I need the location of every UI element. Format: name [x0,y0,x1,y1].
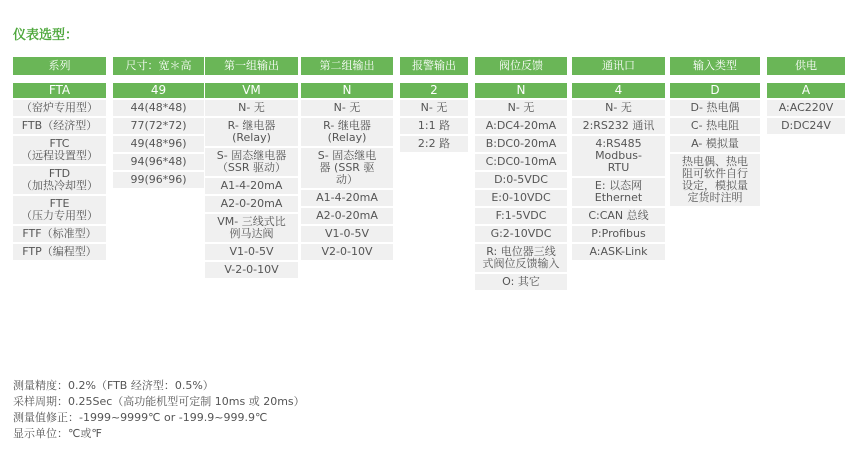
option-cell: A- 模拟量 [670,136,760,152]
column-code: N [301,83,393,98]
column-code: N [475,83,567,98]
page-title: 仪表选型： [13,28,79,43]
column-header: 报警输出 [400,57,468,75]
column-8 [767,57,845,134]
column-header: 供电 [767,57,845,75]
option-cell: FTF（标准型） [13,226,106,242]
column-header: 阀位反馈 [475,57,567,75]
option-cell: D:DC24V [767,118,845,134]
column-code: A [767,83,845,98]
option-cell: 99(96*96) [113,172,204,188]
option-cell: V-2-0-10V [205,262,298,278]
column-code: 49 [113,83,204,98]
option-cell: C- 热电阻 [670,118,760,134]
option-cell: S- 固态继电 器 (SSR 驱 动） [301,148,393,188]
column-header: 系列 [13,57,106,75]
option-cell: G:2-10VDC [475,226,567,242]
option-cell: D:0-5VDC [475,172,567,188]
column-2 [205,57,298,278]
column-header: 通讯口 [572,57,665,75]
column-code: D [670,83,760,98]
option-cell: FTP（编程型） [13,244,106,260]
option-cell: V2-0-10V [301,244,393,260]
option-cell: N- 无 [301,100,393,116]
option-cell: 热电偶、热电 阻可软件自行 设定，模拟量 定货时注明 [670,154,760,206]
option-cell: A:DC4-20mA [475,118,567,134]
column-1 [113,57,204,188]
column-code: VM [205,83,298,98]
column-5 [475,57,567,290]
option-cell: R- 继电器 (Relay) [205,118,298,146]
column-header: 第一组输出 [205,57,298,75]
option-cell: O: 其它 [475,274,567,290]
option-cell: 77(72*72) [113,118,204,134]
column-6 [572,57,665,260]
note-accuracy: 测量精度：0.2%（FTB 经济型：0.5%） [13,379,214,392]
option-cell: C:DC0-10mA [475,154,567,170]
option-cell: FTC （远程设置型） [13,136,106,164]
option-cell: C:CAN 总线 [572,208,665,224]
note-unit: 显示单位：℃或℉ [13,427,102,440]
column-header: 输入类型 [670,57,760,75]
option-cell: B:DC0-20mA [475,136,567,152]
notes [13,378,305,442]
option-cell: FTD （加热冷却型） [13,166,106,194]
column-code: FTA [13,83,106,98]
option-cell: 94(96*48) [113,154,204,170]
option-cell: （窑炉专用型） [13,100,106,116]
note-sampling: 采样周期：0.25Sec（高功能机型可定制 10ms 或 20ms） [13,395,305,408]
option-cell: N- 无 [205,100,298,116]
option-cell: R: 电位器三线 式阀位反馈输入 [475,244,567,272]
option-cell: 4:RS485 Modbus- RTU [572,136,665,176]
option-cell: A2-0-20mA [301,208,393,224]
column-code: 2 [400,83,468,98]
option-cell: A:AC220V [767,100,845,116]
option-cell: P:Profibus [572,226,665,242]
option-cell: FTE （压力专用型） [13,196,106,224]
option-cell: 2:RS232 通讯 [572,118,665,134]
option-cell: VM- 三线式比 例马达阀 [205,214,298,242]
column-header: 第二组输出 [301,57,393,75]
option-cell: A:ASK-Link [572,244,665,260]
option-cell: N- 无 [475,100,567,116]
option-cell: A1-4-20mA [301,190,393,206]
option-cell: S- 固态继电器 （SSR 驱动） [205,148,298,176]
option-cell: E:0-10VDC [475,190,567,206]
option-cell: 44(48*48) [113,100,204,116]
option-cell: E: 以态网 Ethernet [572,178,665,206]
option-cell: R- 继电器 (Relay) [301,118,393,146]
option-cell: D- 热电偶 [670,100,760,116]
option-cell: A1-4-20mA [205,178,298,194]
option-cell: FTB（经济型） [13,118,106,134]
option-cell: 2:2 路 [400,136,468,152]
column-0 [13,57,106,260]
option-cell: 49(48*96) [113,136,204,152]
column-code: 4 [572,83,665,98]
column-4 [400,57,468,152]
option-cell: V1-0-5V [301,226,393,242]
column-3 [301,57,393,260]
option-cell: V1-0-5V [205,244,298,260]
note-correction: 测量值修正：-1999~9999℃ or -199.9~999.9℃ [13,411,268,424]
option-cell: F:1-5VDC [475,208,567,224]
column-7 [670,57,760,206]
option-cell: 1:1 路 [400,118,468,134]
column-header: 尺寸：宽＊高 [113,57,204,75]
option-cell: N- 无 [400,100,468,116]
option-cell: A2-0-20mA [205,196,298,212]
option-cell: N- 无 [572,100,665,116]
